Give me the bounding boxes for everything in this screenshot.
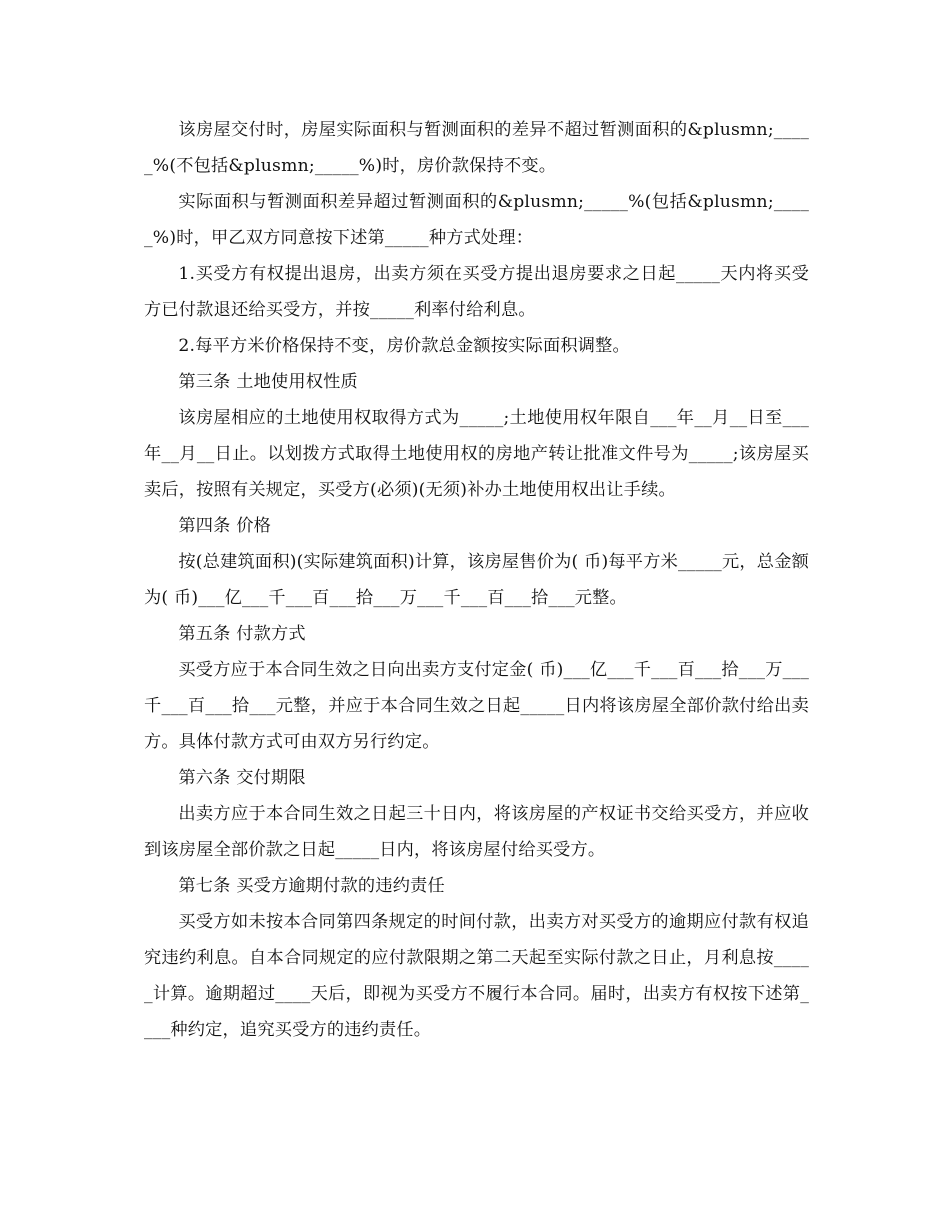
section-heading-article-7: 第七条 买受方逾期付款的违约责任 [178, 876, 445, 896]
section-heading-article-3: 第三条 土地使用权性质 [178, 372, 358, 392]
section-heading-article-4: 第四条 价格 [178, 516, 271, 536]
paragraph-price: 按(总建筑面积)(实际建筑面积)计算，该房屋售价为( 币)每平方米_____元，总金额为( 币)___亿___千___百___拾___万___千___百___拾___元整。 [144, 552, 809, 608]
paragraph-land-use-rights: 该房屋相应的土地使用权取得方式为_____;土地使用权年限自___年__月__日至___年__月__日止。以划拨方式取得土地使用权的房地产转让批准文件号为_____;该房屋买卖后，按照有关规定，买受方(必须)(无须)补办土地使用权出让手续。 [144, 408, 809, 500]
contract-page [144, 112, 809, 1048]
paragraph-option-1: 1.买受方有权提出退房，出卖方须在买受方提出退房要求之日起_____天内将买受方已付款退还给买受方，并按_____利率付给利息。 [144, 264, 809, 320]
paragraph-late-payment-liability: 买受方如未按本合同第四条规定的时间付款，出卖方对买受方的逾期应付款有权追究违约利息。自本合同规定的应付款限期之第二天起至实际付款之日止，月利息按_____计算。逾期超过____天后，即视为买受方不履行本合同。届时，出卖方有权按下述第____种约定，追究买受方的违约责任。 [144, 912, 809, 1040]
paragraph-area-difference-within: 该房屋交付时，房屋实际面积与暂测面积的差异不超过暂测面积的&plusmn;_____%(不包括&plusmn;_____%)时，房价款保持不变。 [144, 120, 809, 176]
paragraph-delivery-term: 出卖方应于本合同生效之日起三十日内，将该房屋的产权证书交给买受方，并应收到该房屋全部价款之日起_____日内，将该房屋付给买受方。 [144, 804, 809, 860]
section-heading-article-5: 第五条 付款方式 [178, 624, 306, 644]
paragraph-payment-method: 买受方应于本合同生效之日向出卖方支付定金( 币)___亿___千___百___拾___万___千___百___拾___元整，并应于本合同生效之日起_____日内将该房屋全部价款付给出卖方。具体付款方式可由双方另行约定。 [144, 660, 809, 752]
paragraph-option-2: 2.每平方米价格保持不变，房价款总金额按实际面积调整。 [178, 336, 630, 356]
section-heading-article-6: 第六条 交付期限 [178, 768, 306, 788]
paragraph-area-difference-exceeds: 实际面积与暂测面积差异超过暂测面积的&plusmn;_____%(包括&plusmn;_____%)时，甲乙双方同意按下述第_____种方式处理： [144, 192, 809, 248]
